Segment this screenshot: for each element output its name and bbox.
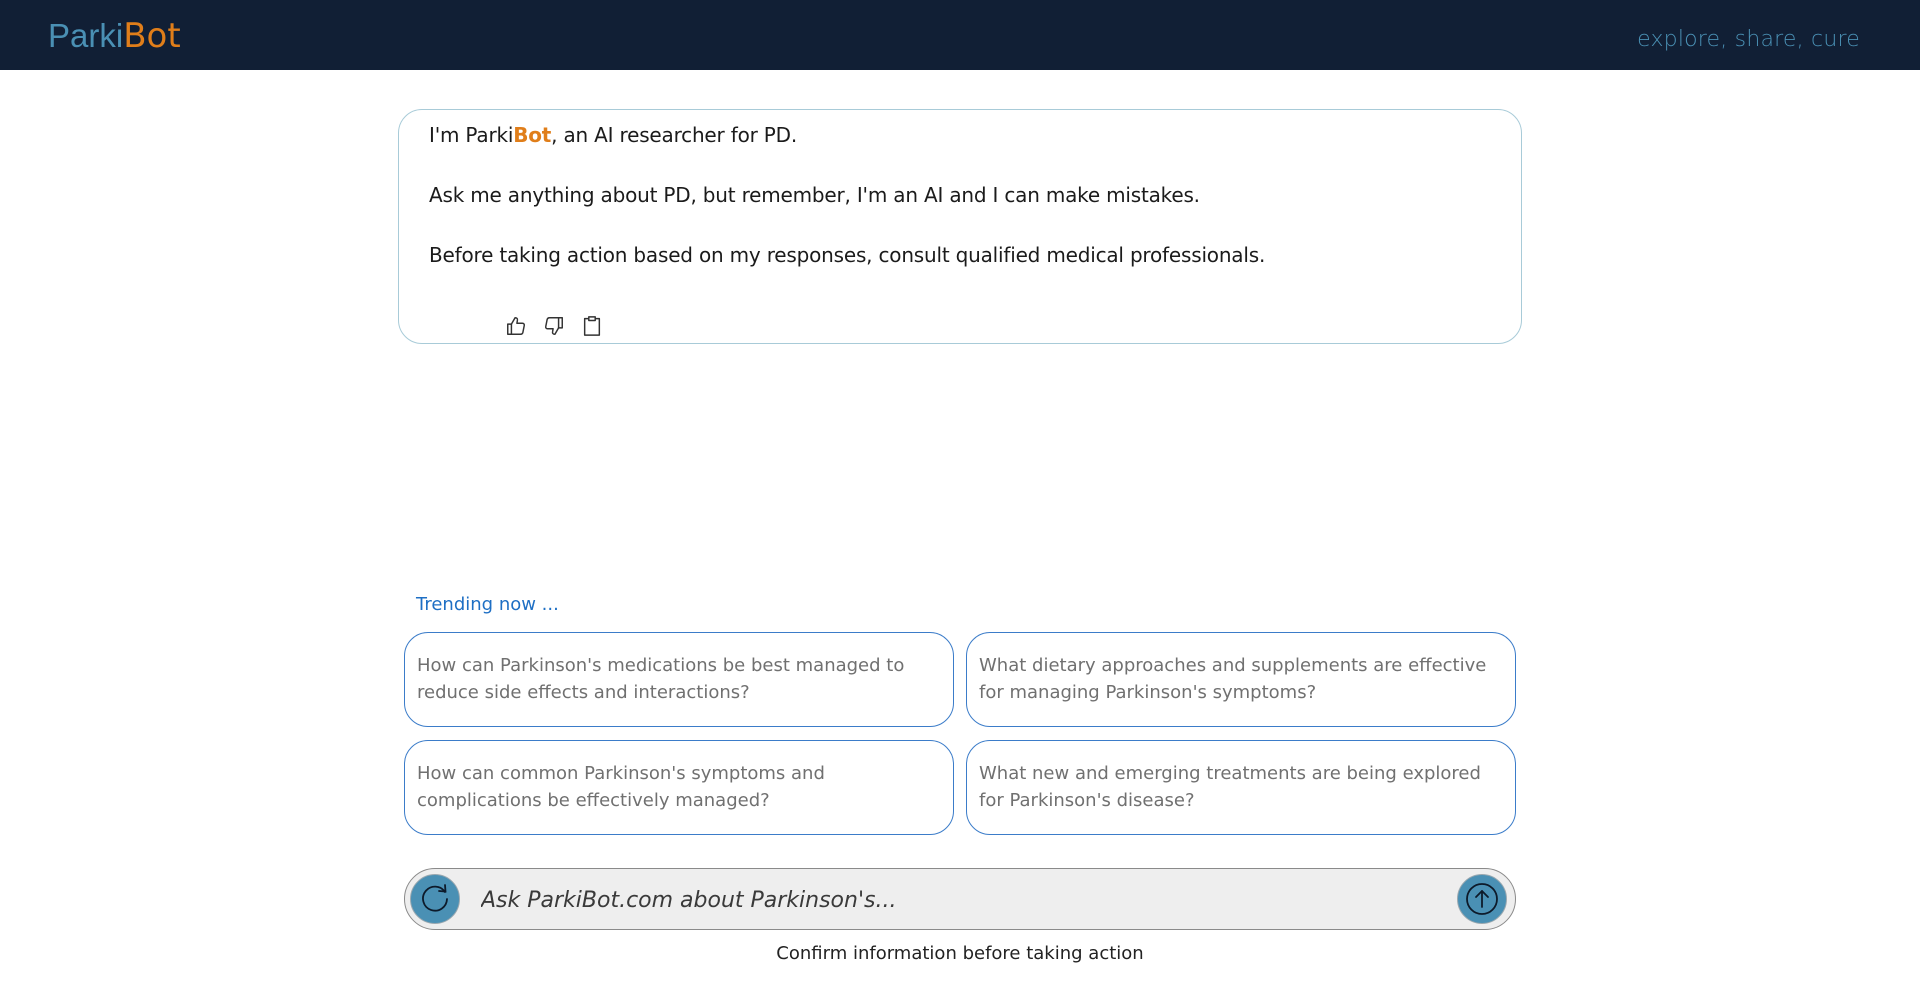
refresh-icon <box>417 881 453 917</box>
thumbs-down-icon[interactable] <box>543 315 565 337</box>
trending-question-card[interactable]: What dietary approaches and supplements are effective for managing Parkinson's symptoms? <box>966 632 1516 727</box>
top-header <box>0 0 1920 70</box>
intro-bot-name: Bot <box>513 123 552 147</box>
thumbs-up-icon[interactable] <box>505 315 527 337</box>
logo-bot: Bot <box>123 16 181 56</box>
arrow-up-circle-icon <box>1463 880 1501 918</box>
intro-prefix: I'm Parki <box>429 123 514 147</box>
welcome-line-disclaimer: Before taking action based on my responses, consult qualified medical professionals. <box>429 243 1266 267</box>
welcome-line-ask: Ask me anything about PD, but remember, I'm an AI and I can make mistakes. <box>429 183 1200 207</box>
trending-question-card[interactable]: How can Parkinson's medications be best managed to reduce side effects and interactions? <box>404 632 954 727</box>
footer-disclaimer: Confirm information before taking action <box>776 943 1144 964</box>
send-button[interactable] <box>1457 874 1507 924</box>
refresh-button[interactable] <box>410 874 460 924</box>
welcome-message-card <box>398 109 1522 344</box>
trending-question-card[interactable]: How can common Parkinson's symptoms and complications be effectively managed? <box>404 740 954 835</box>
chat-input-bar <box>404 868 1516 930</box>
logo[interactable] <box>48 16 181 56</box>
trending-label: Trending now ... <box>416 594 559 615</box>
tagline: explore, share, cure <box>1637 27 1860 52</box>
welcome-line-intro <box>429 123 797 147</box>
logo-parki: Parki <box>48 17 124 54</box>
trending-question-card[interactable]: What new and emerging treatments are being explored for Parkinson's disease? <box>966 740 1516 835</box>
intro-suffix: , an AI researcher for PD. <box>551 123 797 147</box>
clipboard-copy-icon[interactable] <box>581 315 603 337</box>
ask-input[interactable] <box>479 877 1403 923</box>
message-actions <box>505 315 603 337</box>
